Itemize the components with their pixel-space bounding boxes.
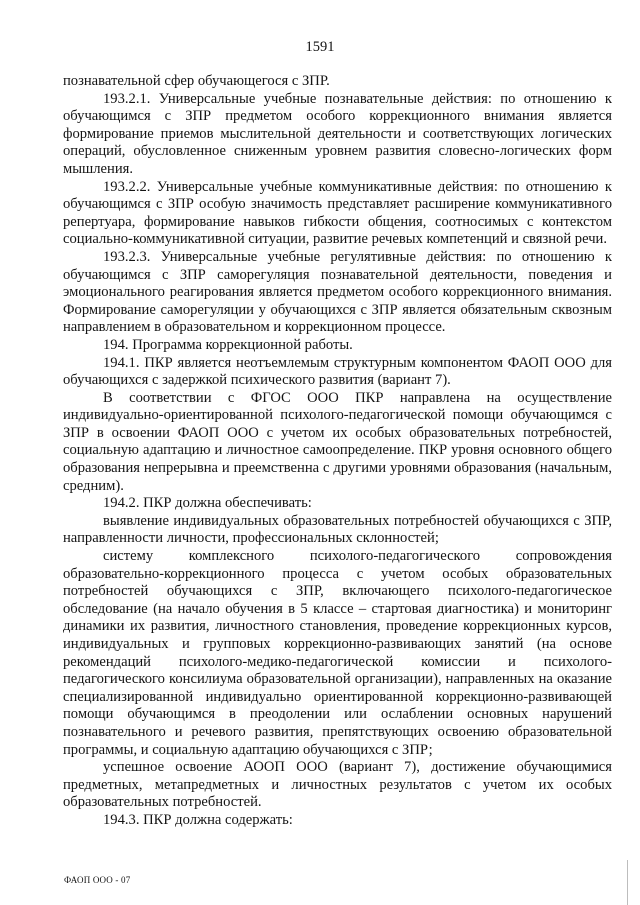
document-body bbox=[63, 73, 612, 830]
paragraph-fgos: В соответствии с ФГОС ООО ПКР направлена на осуществление индивидуально-ориентированной психолого-педагогической помощи обучающимся с ЗПР в освоении ФАОП ООО с учетом их особых образовательных потребностей, социальную адаптацию и личностное самоопределение. ПКР уровня основного общего образования непрерывна и преемственна с другими уровнями образования (начальным, средним). bbox=[63, 389, 612, 494]
page-number: 1591 bbox=[305, 39, 335, 55]
paragraph-194-3: 194.3. ПКР должна содержать: bbox=[103, 811, 293, 828]
footer-code: ФАОП ООО - 07 bbox=[64, 875, 131, 885]
list-item-needs: выявление индивидуальных образовательных потребностей обучающихся с ЗПР, направленности личности, профессиональных склонностей; bbox=[63, 512, 612, 547]
paragraph-193-2-3: 193.2.3. Универсальные учебные регулятивные действия: по отношению к обучающимся с ЗПР саморегуляция познавательной деятельности, поведения и эмоционального реагирования является предметом особого коррекционного внимания. Формирование саморегуляции у обучающихся с ЗПР является обязательным сквозным направлением в образовательном и коррекционном процессе. bbox=[63, 248, 612, 336]
scan-edge-line bbox=[627, 860, 628, 905]
section-heading-194: 194. Программа коррекционной работы. bbox=[103, 336, 353, 353]
paragraph-193-2-2: 193.2.2. Универсальные учебные коммуникативные действия: по отношению к обучающимся с ЗПР особую значимость представляет расширение коммуникативного репертуара, формирование навыков гибкости общения, соотносимых с контекстом социально-коммуникативной ситуации, развитие речевых компетенций и связной речи. bbox=[63, 178, 612, 248]
list-item-support-system: систему комплексного психолого-педагогического сопровождения образовательно-коррекционного процесса с учетом особых образовательных потребностей обучающихся с ЗПР, включающего психолого-педагогическое обследование (на начало обучения в 5 классе – стартовая диагностика) и мониторинг динамики их развития, личностного становления, проведение коррекционных курсов, индивидуальных и групповых коррекционно-развивающих занятий (на основе рекомендаций психолого-медико-педагогической комиссии и психолого-педагогического консилиума образовательной организации), направленных на оказание специализированной индивидуально ориентированной коррекционно-развивающей помощи обучающимся в преодолении или ослаблении основных нарушений познавательного и речевого развития, препятствующих освоению образовательной программы, и социальную адаптацию обучающихся с ЗПР; bbox=[63, 548, 612, 758]
paragraph-continuation: познавательной сфер обучающегося с ЗПР. bbox=[63, 73, 330, 89]
paragraph-194-1: 194.1. ПКР является неотъемлемым структурным компонентом ФАОП ООО для обучающихся с задержкой психического развития (вариант 7). bbox=[63, 354, 612, 389]
list-item-success: успешное освоение АООП ООО (вариант 7), достижение обучающимися предметных, метапредметных и личностных результатов с учетом их особых образовательных потребностей. bbox=[63, 759, 612, 811]
paragraph-193-2-1: 193.2.1. Универсальные учебные познавательные действия: по отношению к обучающимся с ЗПР предметом особого коррекционного внимания является формирование приемов мыслительной деятельности и соответствующих логических операций, обусловленное сниженным уровнем развития словесно-логических форм мышления. bbox=[63, 90, 612, 177]
paragraph-194-2: 194.2. ПКР должна обеспечивать: bbox=[103, 495, 312, 512]
